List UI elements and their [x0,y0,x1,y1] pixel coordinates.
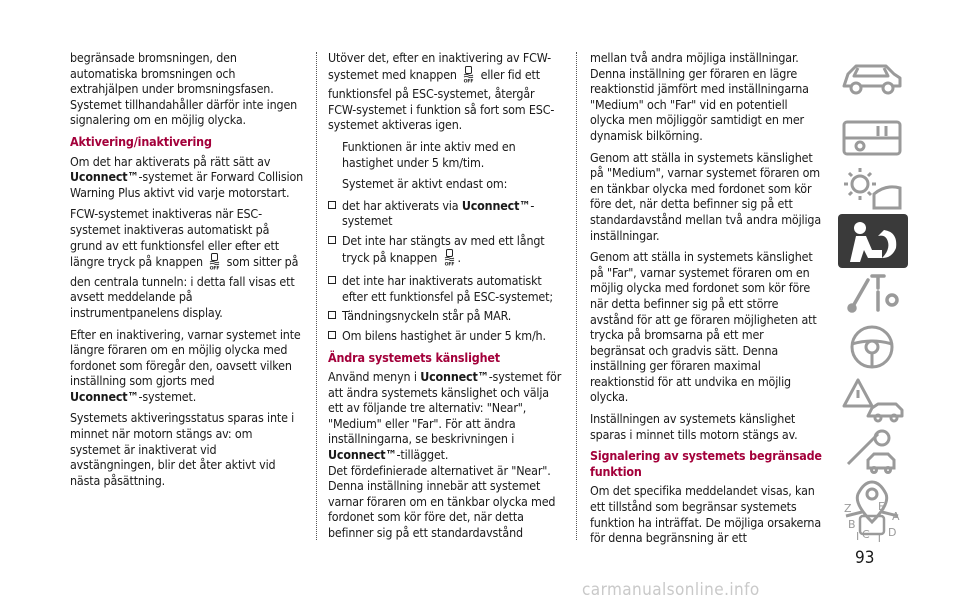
text: -systemet [342,197,535,229]
uconnect-label: Uconnect™ [70,388,139,404]
esc-off-icon [443,249,456,270]
svg-text:OFF: OFF [444,262,454,266]
svg-text:OFF: OFF [463,79,474,83]
text: -systemet är Forward Collision Warning Plus aktivt vid varje motorstart. [70,169,304,200]
text: Använd menyn i [328,369,417,385]
dashboard-lights-icon[interactable] [838,162,908,216]
list-item [328,308,562,324]
intro-paragraph: begränsade bromsningen, den automatiska bromsningen och extrahjälpen under bromsningsfasen. Systemet tillhandahåller därför inte ingen signalering om en möjlig olycka. [70,50,298,128]
uconnect-label: Uconnect™ [420,369,489,385]
column-1 [70,50,304,494]
paragraph: Genom att ställa in systemets känslighet på "Far", varnar systemet föraren om en möjlig olycka med fordonet som kör före när detta befinner sig på ett större avstånd för att ge föraren möjligheten att trycka på bromsarna på ett mer begränsat och gradvis sätt. Denna inställning ger föraren maximal reaktionstid för att undvika en möjlig olycka. [590,249,817,405]
svg-text:C: C [862,528,870,541]
esc-off-icon [208,253,221,274]
list-item [328,233,562,269]
list-item [328,273,562,304]
warning-car-icon[interactable] [838,372,908,426]
svg-text:I: I [856,530,860,543]
column-3 [590,50,822,552]
text: Tändningsnyckeln står på MAR. [342,308,512,324]
text: det inte har inaktiverats automatiskt efter ett funktionsfel på ESC-systemet; [342,273,553,304]
paragraph: Systemet är aktivt endast om: [342,176,508,192]
esc-off-icon [462,66,475,87]
paragraph [70,206,304,320]
text: som sitter på den centrala tunneln: i detta fall visas ett avsett meddelande på instrumentpanelens display. [70,254,299,320]
text: FCW-systemet inaktiveras när ESC-systemet inaktiveras automatiskt på grund av ett funktionsfel eller efter ett längre tryck på knappen [70,206,279,270]
steering-wheel-icon[interactable] [838,320,908,374]
text: -tillägget. [396,447,449,463]
svg-text:OFF: OFF [209,266,220,271]
paragraph [328,369,562,463]
car-exterior-icon[interactable] [838,50,908,104]
safety-seat-icon[interactable] [838,214,908,268]
text: Utöver det, efter en inaktivering av FCW-systemet med knappen [328,50,551,82]
paragraph [70,154,304,201]
list-item [328,198,562,229]
text: Om det har aktiverats på rätt sätt av [70,153,271,169]
svg-text:A: A [892,510,900,523]
svg-text:Z: Z [844,502,852,515]
text: Om bilens hastighet är under 5 km/h. [342,327,546,343]
checkbox-icon [328,276,336,284]
text: . [457,249,461,265]
text: eller fid ett funktionsfel på ESC-systemet, återgår FCW-systemet i funktion så fort som ESC-systemet aktiveras igen. [328,66,555,133]
checkbox-icon [328,236,336,244]
page-number: 93 [855,548,875,568]
paragraph: Funktionen är inte aktiv med en hastighet under 5 km/tim. [342,138,516,170]
svg-text:T: T [876,532,883,545]
svg-text:B: B [848,518,856,531]
svg-text:E: E [878,500,885,513]
paragraph: Systemets aktiveringsstatus sparas inte i minnet när motorn stängs av: om systemet är inaktiverat vid avstängningen, blir det åter aktivt vid nästa påsättning. [70,410,295,488]
list-item [328,328,562,344]
alphabetical-index-icon[interactable] [838,498,908,552]
heading-limited-function: Signalering av systemets begränsade funktion [590,448,822,479]
paragraph: mellan två andra möjliga inställningar. Denna inställning ger föraren en lägre reaktionstid jämfört med inställningarna "Medium" och "Far" vid en potentiell olycka men möjliggör samtidigt en mer dynamisk bilkörning. [590,50,809,143]
text: Det inte har stängts av med ett långt tryck på knappen [342,232,545,265]
checkbox-icon [328,201,336,209]
paragraph: Genom att ställa in systemets känslighet på "Medium", varnar systemet föraren om en tänkbar olycka med fordonet som kör före det, när detta befinner sig på ett standardavstånd mellan två andra möjliga inställningar. [590,149,822,243]
column-divider [316,52,318,540]
text: -systemet. [138,388,197,404]
heading-sensitivity: Ändra systemets känslighet [328,349,500,365]
car-interior-icon[interactable] [838,110,908,164]
paragraph [70,327,304,405]
svg-text:D: D [888,526,897,539]
paragraph: Det fördefinierade alternativet är "Near". Denna inställning innebär att systemet varnar föraren om en tänkbar olycka med fordonet som kör före det, när detta befinner sig på ett standardavstånd [328,462,556,541]
uconnect-label: Uconnect™ [70,169,139,185]
checkbox-icon [328,331,336,339]
uconnect-label: Uconnect™ [328,447,397,463]
uconnect-label: Uconnect™ [461,197,531,213]
text: Efter en inaktivering, varnar systemet inte längre föraren om en möjlig olycka med fordonet som föregår den, oavsett vilken inställning som gjorts med [70,326,301,389]
tools-icon[interactable] [838,266,908,320]
watermark: carmanualsonline.info [582,580,760,600]
car-service-icon[interactable] [838,424,908,478]
text: -systemet för att ändra systemets känslighet och välja ett av följande tre alternativ: "Near", "Medium" eller "Far". För att ändra inställningarna, se beskrivningen i [328,369,562,447]
column-divider [576,52,578,540]
column-2 [328,50,562,547]
heading-activation: Aktivering/inaktivering [70,133,212,149]
text: det har aktiverats via [342,197,459,213]
paragraph: Om det specifika meddelandet visas, kan ett tillstånd som begränsar systemets funktion ha inträffat. De möjliga orsakerna för denna begränsning är ett [590,483,822,546]
checkbox-icon [328,311,336,319]
paragraph [328,50,562,133]
paragraph: Inställningen av systemets känslighet sparas i minnet tills motorn stängs av. [590,411,798,442]
